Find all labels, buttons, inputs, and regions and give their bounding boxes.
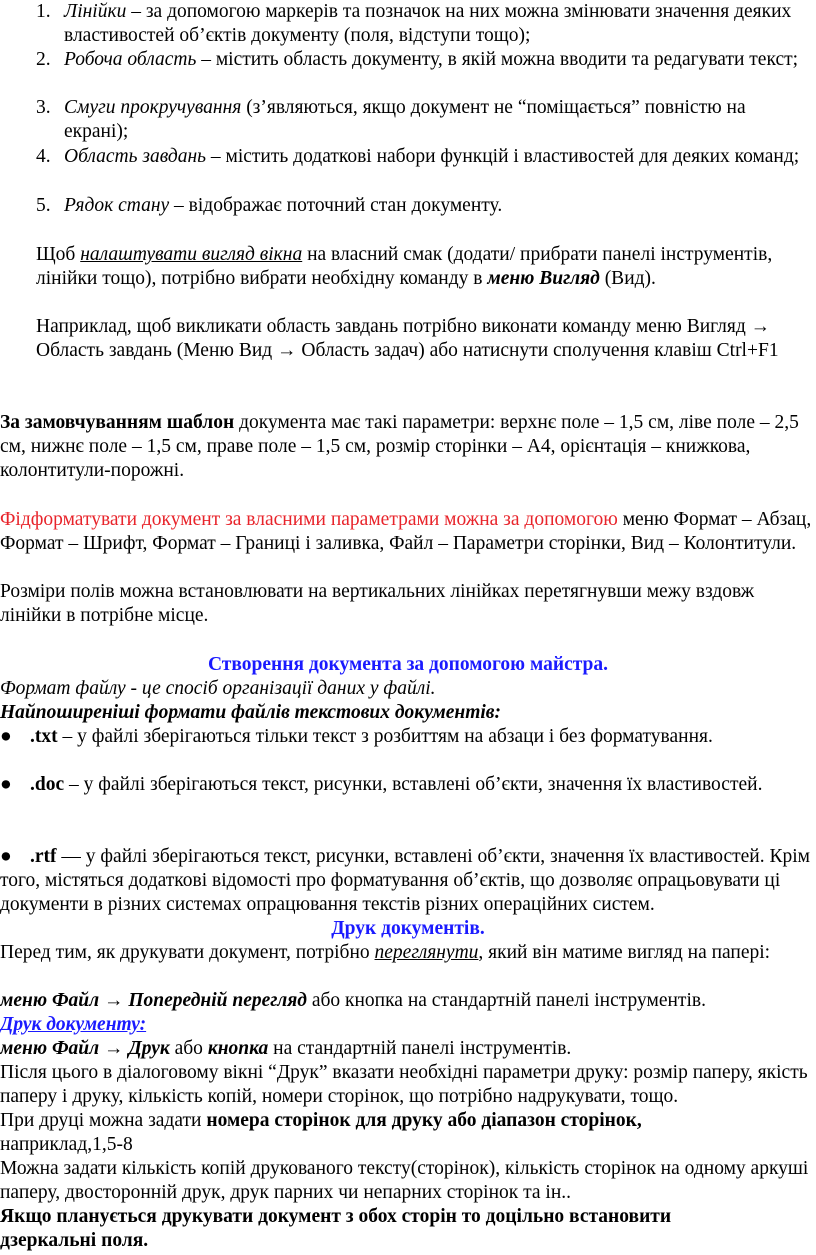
- format-definition: Формат файлу - це спосіб організації даних у файлі.: [0, 678, 436, 699]
- list-term: Робоча область: [64, 49, 197, 70]
- print-intro: [0, 941, 812, 965]
- print-menu-path: меню Файл → Друк: [0, 1038, 170, 1059]
- print-text: При друці можна задати: [0, 1110, 207, 1131]
- view-text: Щоб: [36, 244, 81, 265]
- list-text: – за допомогою маркерів та позначок на них можна змінювати значення деяких властивостей об’єктів документу (поля, відступи тощо);: [64, 1, 792, 46]
- preview-menu-path: меню Файл → Попередній перегляд: [0, 990, 307, 1011]
- bullet-item: [0, 725, 812, 749]
- view-text: (Вид).: [599, 268, 656, 289]
- page-range-bold: номера сторінок для друку або діапазон сторінок,: [206, 1110, 642, 1131]
- view-emphasis: налаштувати вигляд вікна: [80, 244, 303, 265]
- format-desc: – у файлі зберігаються тільки текст з розбиттям на абзаци і без форматування.: [57, 726, 713, 747]
- template-text: документа має такі параметри: верхнє поле – 1,5 см, ліве поле – 2,5 см, нижнє поле – 1,5 см, праве поле – 1,5 см, розмір сторінки – А4, орієнтація – книжкова, колонтитули-порожні.: [0, 412, 799, 481]
- list-number: 1.: [36, 1, 51, 22]
- bullet-item: [0, 773, 812, 797]
- print-emphasis: переглянути: [374, 942, 479, 963]
- list-text: (з’являються, якщо документ не “поміщається” повністю на екрані);: [64, 97, 746, 142]
- list-term: Лінійки: [64, 1, 127, 22]
- print-dialog-paragraph: Після цього в діалоговому вікні “Друк” вказати необхідні параметри друку: розмір паперу, якість паперу і друку, кількість копій, номери сторінок, що потрібно надрукувати, тощо.: [0, 1062, 808, 1107]
- print-menu-line: [0, 1037, 812, 1061]
- list-item: [0, 0, 804, 48]
- list-term: Смуги прокручування: [64, 97, 242, 118]
- format-paragraph: [0, 508, 812, 556]
- format-desc: –– у файлі зберігаються текст, рисунки, вставлені об’єкти, значення їх властивостей. Крім того, містяться додаткові відомості про форматування об’єктів, що дозволяє опрацьовувати ці документи в різних системах опрацювання текстів різних операційних систем.: [0, 846, 810, 915]
- format-text: меню Формат – Абзац, Формат – Шрифт, Формат – Границі і заливка, Файл – Параметри сторінки, Вид – Колонтитули.: [0, 509, 812, 554]
- view-text: на власний смак (додати/ прибрати панелі інструментів, лінійки тощо), потрібно вибрати необхідну команду в: [36, 244, 773, 289]
- common-formats-heading: Найпоширеніші формати файлів текстових документів:: [0, 702, 501, 723]
- bullet-icon: ●: [0, 726, 12, 747]
- print-text: на стандартній панелі інструментів.: [268, 1038, 572, 1059]
- list-item: [0, 96, 804, 144]
- list-item: [0, 194, 804, 218]
- list-item: [0, 48, 804, 72]
- list-number: 5.: [36, 195, 51, 216]
- list-text: – містить додаткові набори функцій і властивостей для деяких команд;: [206, 146, 800, 167]
- view-menu-name: меню Вигляд: [487, 268, 600, 289]
- preview-line: [0, 989, 812, 1013]
- print-text: або: [169, 1038, 208, 1059]
- bullet-icon: ●: [0, 846, 12, 867]
- print-text: наприклад,1,5-8: [0, 1134, 133, 1155]
- template-bold: За замовчуванням шаблон: [0, 412, 235, 433]
- mirror-margins-paragraph: Якщо планується друкувати документ з обох сторін то доцільно встановити дзеркальні поля.: [0, 1206, 672, 1251]
- bullet-item: [0, 845, 812, 917]
- list-text: – відображає поточний стан документу.: [169, 195, 503, 216]
- preview-text: або кнопка на стандартній панелі інструментів.: [306, 990, 706, 1011]
- format-red-text: Фідформатувати документ за власними параметрами можна за допомогою: [0, 509, 618, 530]
- list-number: 2.: [36, 49, 51, 70]
- view-example-paragraph: Наприклад, щоб викликати область завдань потрібно виконати команду меню Вигляд → Область завдань (Меню Вид → Область задач) або натиснути сполучення клавіш Ctrl+F1: [36, 316, 779, 361]
- copies-paragraph: Можна задати кількість копій друкованого тексту(сторінок), кількість сторінок на одному аркуші паперу, двосторонній друк, друк парних чи непарних сторінок та ін..: [0, 1158, 809, 1203]
- wizard-heading: Створення документа за допомогою майстра.: [207, 654, 609, 675]
- print-text: , який він матиме вигляд на папері:: [478, 942, 771, 963]
- view-paragraph: [36, 243, 796, 291]
- list-number: 4.: [36, 146, 51, 167]
- template-paragraph: [0, 411, 812, 483]
- print-document-link[interactable]: Друк документу:: [0, 1014, 147, 1035]
- print-text: Перед тим, як друкувати документ, потрібно: [0, 942, 375, 963]
- print-heading: Друк документів.: [331, 918, 485, 939]
- bullet-icon: ●: [0, 774, 12, 795]
- page-range-paragraph: [0, 1109, 760, 1157]
- format-desc: – у файлі зберігаються текст, рисунки, вставлені об’єкти, значення їх властивостей.: [64, 774, 763, 795]
- format-ext: .doc: [30, 774, 65, 795]
- list-term: Рядок стану: [64, 195, 170, 216]
- list-text: – містить область документу, в якій можна вводити та редагувати текст;: [196, 49, 799, 70]
- format-ext: .txt: [30, 726, 58, 747]
- list-number: 3.: [36, 97, 51, 118]
- format-ext: .rtf: [30, 846, 57, 867]
- list-item: [0, 145, 804, 169]
- print-button-word: кнопка: [207, 1038, 269, 1059]
- list-term: Область завдань: [64, 146, 206, 167]
- margins-paragraph: Розміри полів можна встановлювати на вертикальних лінійках перетягнувши межу вздовж лінійки в потрібне місце.: [0, 581, 755, 626]
